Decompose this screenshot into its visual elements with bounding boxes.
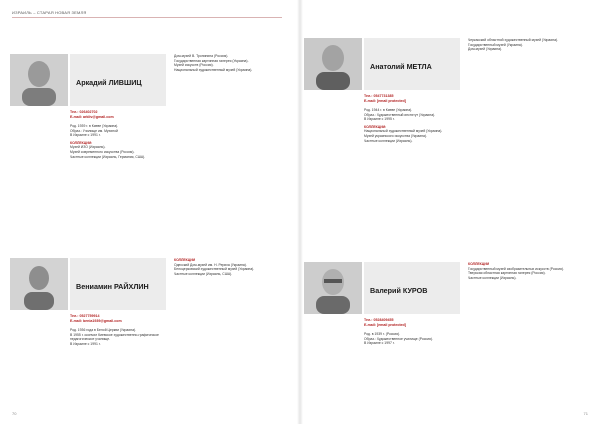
collection-item: Черкасский областной художественный музей (Украина).	[468, 38, 559, 42]
bio-line: Образ.: Художественное училище (Россия).	[364, 336, 433, 341]
bio-line: Образ.: Училище им. Мухиной	[70, 128, 118, 133]
name-band	[364, 262, 460, 314]
collection-item: Национальный художественный музей (Украина).	[364, 129, 443, 134]
email-link[interactable]: E-mail: [email protected]	[364, 99, 406, 104]
bio-line: Род. 1944 г. в Киеве (Украина).	[364, 108, 413, 112]
collection-item: Дом-музей В. Тропинина (Россия).	[174, 54, 229, 58]
bio-line: В Израиле с 1991 г.	[70, 341, 101, 346]
page-number: 70	[12, 411, 17, 416]
collection-item: Национальный художественный музей (Украина).	[174, 67, 253, 72]
collections-heading: КОЛЛЕКЦИИ	[174, 258, 196, 262]
contacts	[70, 110, 166, 120]
collection-item: Государственный музей (Украина).	[468, 42, 523, 47]
contacts	[364, 318, 460, 328]
collection-item: Частные коллекции (Израиль, Германия, США).	[70, 154, 146, 159]
bio-line: Образ.: Художественный институт (Украина).	[364, 112, 436, 117]
collections-column	[468, 38, 594, 52]
contacts	[364, 94, 460, 104]
phone-number: Тел.: 0528409455	[364, 318, 394, 322]
biography	[70, 328, 166, 349]
artist-entry	[304, 38, 594, 228]
collection-item: Музей ИЗО (Израиль).	[70, 145, 106, 150]
contacts	[70, 314, 166, 324]
collection-item: Музей современного искусства (Россия).	[70, 149, 135, 154]
phone-number: Тел.: 0527759914	[70, 314, 100, 318]
collections-column	[174, 258, 300, 276]
artist-photo	[10, 54, 68, 106]
collection-item: Частные коллекции (Израиль).	[364, 138, 413, 143]
artist-name: Аркадий ЛИВШИЦ	[76, 78, 142, 87]
email-link[interactable]: E-mail: benia1939@gmail.com	[70, 319, 122, 324]
collection-item: Частные коллекции (Израиль, США).	[174, 271, 233, 276]
collections-heading: КОЛЛЕКЦИИ:	[364, 124, 387, 129]
collections-column	[174, 54, 300, 72]
artist-entry	[10, 258, 300, 424]
artist-photo	[304, 38, 362, 90]
biography	[364, 332, 460, 349]
bio-line: В Израиле с 1991 г.	[70, 133, 101, 138]
biography	[70, 124, 166, 159]
right-page	[300, 0, 600, 424]
email-link[interactable]: E-mail: arkliv@gmail.com	[70, 115, 114, 120]
running-head: ИЗРАИЛЬ – СТАРАЯ НОВАЯ ЗЕМЛЯ	[12, 10, 87, 15]
collection-item: Государственная картинная галерея (Украина).	[174, 58, 249, 63]
collection-item: Белоцерковский художественный музей (Украина).	[174, 267, 255, 272]
collection-item: Одесский Дом-музей им. Н. Рериха (Украина).	[174, 262, 247, 267]
collection-item: Государственный музей изобразительных искусств (Россия).	[468, 266, 564, 271]
artist-entry	[10, 54, 300, 244]
bio-line: Род. 1939 г. в Киеве (Украина).	[70, 124, 119, 128]
bio-line: Род. в 1939 г. (Россия).	[364, 332, 401, 336]
name-band	[364, 38, 460, 90]
biography	[364, 108, 460, 143]
bio-line: В Израиле с 1997 г.	[364, 341, 395, 346]
artist-photo	[304, 262, 362, 314]
collections-heading: КОЛЛЕКЦИИ:	[70, 140, 93, 145]
email-link[interactable]: E-mail: [email protected]	[364, 323, 406, 328]
bio-line: Род. 1936 года в Белой Церкви (Украина).	[70, 328, 137, 332]
running-head-rule	[12, 17, 282, 18]
collection-item: Дом-музей (Украина).	[468, 47, 503, 52]
collection-item: Частные коллекции (Израиль).	[468, 275, 517, 280]
collection-item: Музей украинского искусства (Украина).	[364, 133, 428, 138]
name-band	[70, 258, 166, 310]
collections-column	[468, 262, 594, 280]
page-number: 71	[583, 411, 588, 416]
phone-number: Тел.: 026402702	[70, 110, 98, 114]
collection-item: Тверская областная картинная галерея (Россия).	[468, 271, 546, 276]
bio-line: В Израиле с 1995 г.	[364, 117, 395, 122]
artist-name: Анатолий МЕТЛА	[370, 62, 432, 71]
artist-name: Вениамин РАЙХЛИН	[76, 282, 149, 291]
collections-heading: КОЛЛЕКЦИИ	[468, 262, 490, 266]
bio-line: В 1955 г. окончил Киевское художественно-графическое педагогическое училище.	[70, 332, 159, 342]
artist-entry	[304, 262, 594, 424]
name-band	[70, 54, 166, 106]
artist-photo	[10, 258, 68, 310]
phone-number: Тел.: 0547731385	[364, 94, 394, 98]
artist-name: Валерий КУРОВ	[370, 286, 428, 295]
collection-item: Музей искусств (Россия).	[174, 63, 214, 68]
